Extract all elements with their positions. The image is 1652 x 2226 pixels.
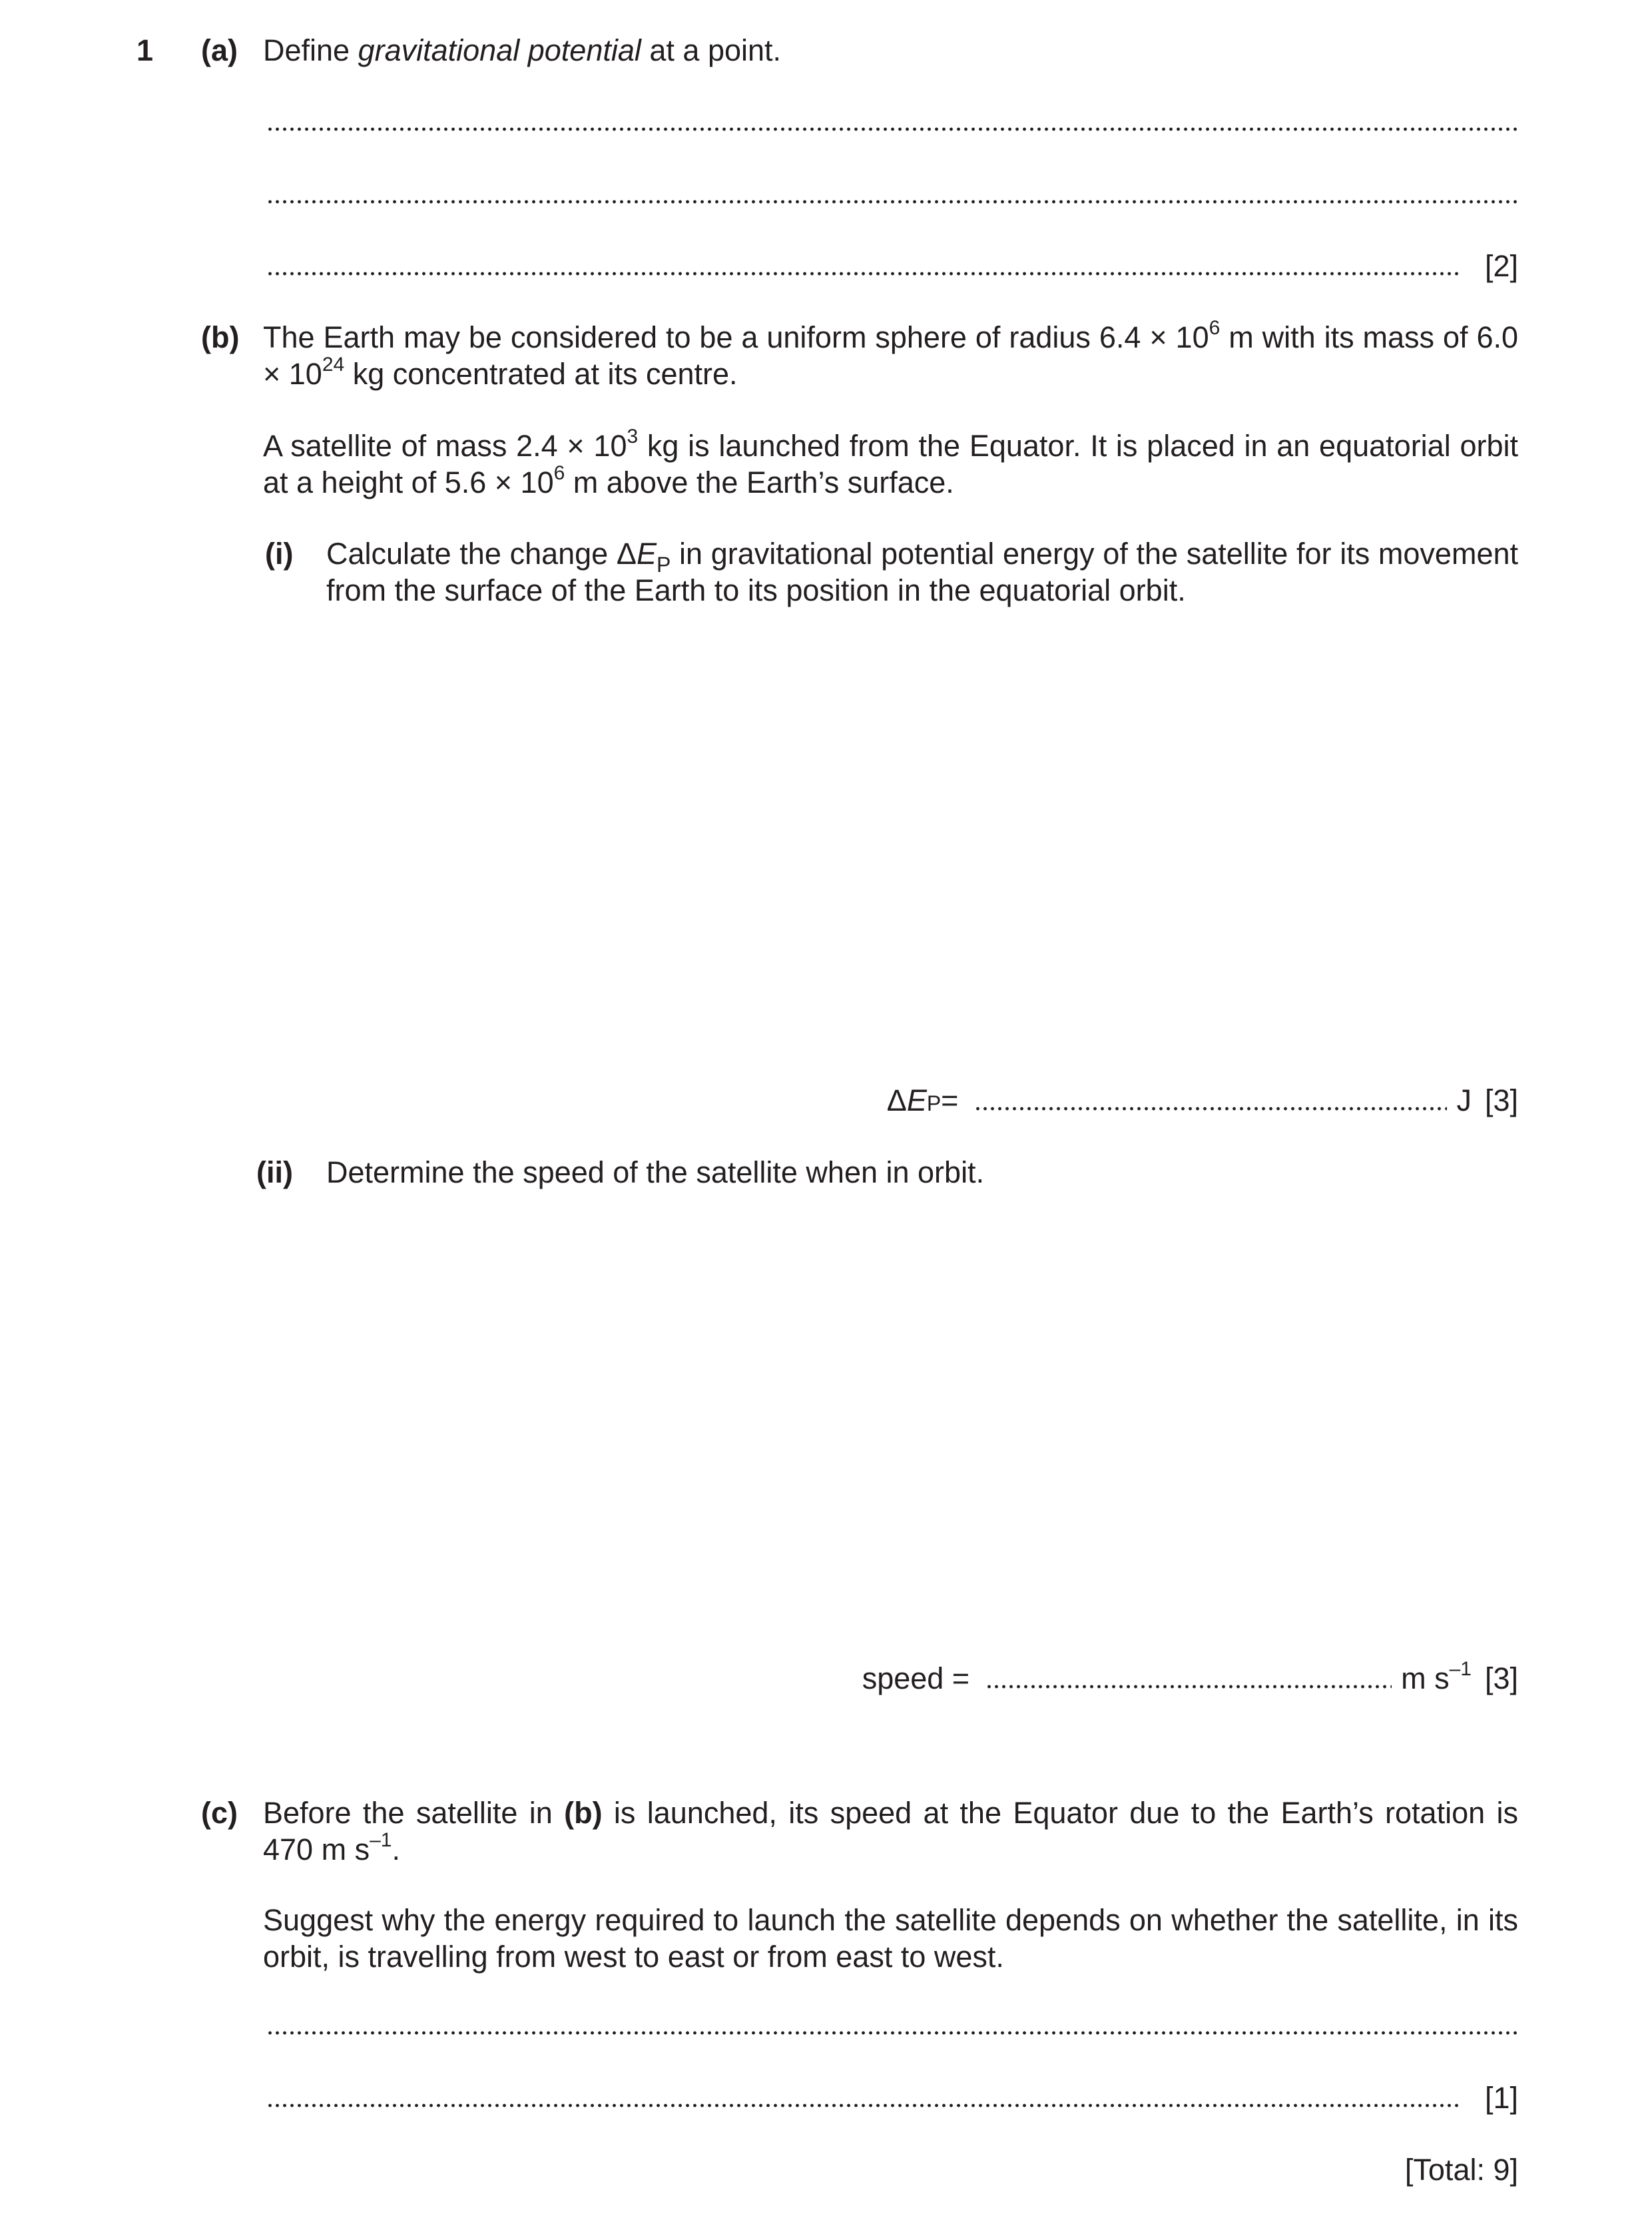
part-a-text: Define gravitational potential at a point.: [263, 33, 782, 67]
part-b-paragraph-2: A satellite of mass $2.4 \times 10^3$ kg is launched from the Equator. It is placed in an equatorial orbit at a height of $5.6 \times 10^6$ m above the Earth’s surface.: [263, 425, 1518, 499]
answer-line-c1[interactable]: [266, 2031, 1518, 2035]
marks-part-b-i: [3]: [1484, 1083, 1518, 1117]
part-b-i-text: Calculate the change $\Delta E_P$ in gravitational potential energy of the satellite for its movement from the surface of the Earth to its position in the equatorial orbit.: [326, 537, 1519, 607]
part-b-ii-label: (ii): [256, 1155, 293, 1189]
answer-delta-ep-line: Δ E P = J [3]: [886, 1083, 1518, 1117]
answer-line-c2[interactable]: [266, 2103, 1458, 2107]
part-c-paragraph-1: Before the satellite in (b) is launched, its speed at the Equator due to the Earth’s rotation is 470 m $s^{-1}$.: [263, 1796, 1518, 1866]
part-a-label: (a): [201, 33, 238, 67]
marks-part-c: [1]: [1484, 2081, 1518, 2115]
energy-symbol: E: [906, 1083, 927, 1117]
answer-field-speed[interactable]: [985, 1685, 1392, 1689]
unit-joules: J: [1456, 1083, 1472, 1117]
answer-speed-line: [862, 1660, 1518, 1697]
equals-sign: =: [941, 1083, 959, 1117]
part-b-label: (b): [201, 320, 240, 354]
part-b-i-label: (i): [265, 537, 294, 571]
part-b-paragraph-1: The Earth may be considered to be a uniform sphere of radius $6.4 \times 10^6$ m with its mass of $6.0 \times 10^{24}$ kg concentrated at its centre.: [263, 317, 1519, 391]
total-marks: [Total: 9]: [1404, 2153, 1518, 2187]
question-number: 1: [137, 33, 154, 67]
part-c-label: (c): [201, 1796, 238, 1830]
part-c-paragraph-2: Suggest why the energy required to launch the satellite depends on whether the satellite, in its orbit, is travelling from west to east or from east to west.: [263, 1903, 1518, 1974]
delta-symbol: Δ: [886, 1083, 907, 1117]
answer-line-a2[interactable]: [266, 200, 1518, 204]
unit-speed: m $s^{-1}$: [1401, 1658, 1472, 1695]
answer-line-a1[interactable]: [266, 127, 1518, 131]
part-b-ii-text: Determine the speed of the satellite when in orbit.: [326, 1155, 985, 1189]
speed-label: speed =: [862, 1661, 970, 1695]
answer-field-delta-ep[interactable]: [974, 1107, 1447, 1111]
answer-line-a3[interactable]: [266, 272, 1458, 276]
marks-part-a: [2]: [1484, 249, 1518, 283]
marks-part-b-ii: [3]: [1484, 1661, 1518, 1695]
